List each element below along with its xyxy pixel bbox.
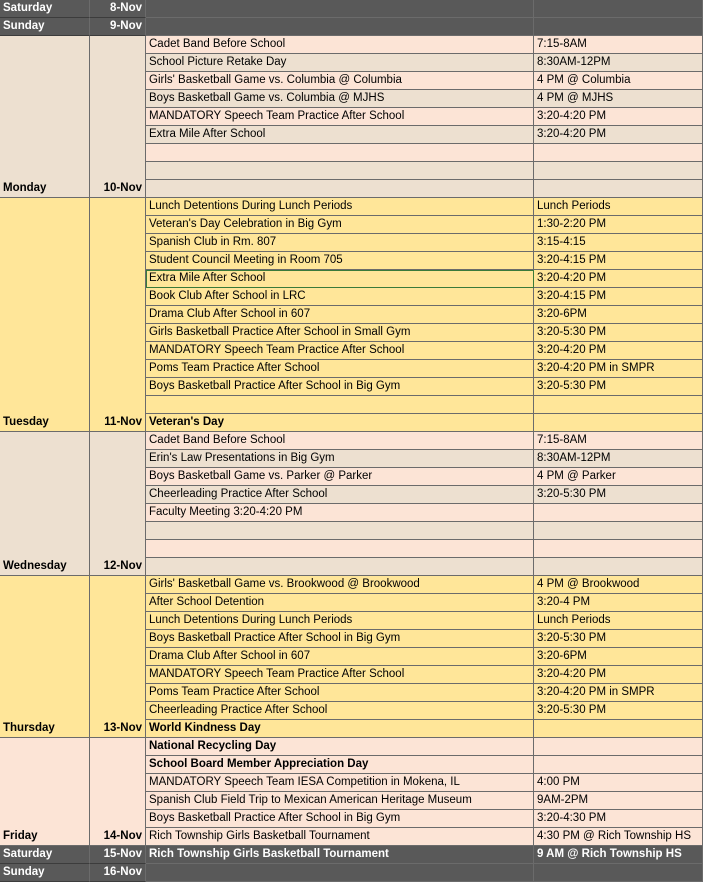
event-row <box>0 630 703 648</box>
time-cell[interactable] <box>534 522 703 540</box>
event-row <box>0 432 703 450</box>
event-row <box>0 756 703 774</box>
time-cell[interactable]: 3:20-5:30 PM <box>534 324 703 342</box>
time-cell[interactable]: 3:20-4:20 PM <box>534 270 703 288</box>
event-cell[interactable]: Poms Team Practice After School <box>146 360 534 378</box>
event-row <box>0 36 703 54</box>
event-cell[interactable]: MANDATORY Speech Team Practice After School <box>146 108 534 126</box>
day-block-tuesday <box>0 198 703 432</box>
event-cell[interactable] <box>146 180 534 198</box>
time-cell[interactable] <box>534 144 703 162</box>
time-cell[interactable] <box>534 180 703 198</box>
event-cell[interactable]: Boys Basketball Practice After School in Big Gym <box>146 810 534 828</box>
date-label: 14-Nov <box>103 830 142 842</box>
event-row <box>0 738 703 756</box>
event-cell[interactable]: Boys Basketball Practice After School in Big Gym <box>146 378 534 396</box>
time-cell[interactable]: 3:20-6PM <box>534 648 703 666</box>
event-cell[interactable]: Girls' Basketball Game vs. Brookwood @ Brookwood <box>146 576 534 594</box>
event-row <box>0 270 703 288</box>
time-cell[interactable] <box>534 738 703 756</box>
event-cell[interactable]: Cheerleading Practice After School <box>146 486 534 504</box>
event-row <box>0 504 703 522</box>
date-cell[interactable]: 9-Nov <box>90 18 146 36</box>
event-cell[interactable]: MANDATORY Speech Team IESA Competition in Mokena, IL <box>146 774 534 792</box>
weekend-row <box>0 864 703 882</box>
time-cell[interactable]: 3:20-4:20 PM <box>534 108 703 126</box>
day-label: Tuesday <box>3 416 49 428</box>
time-cell[interactable] <box>534 864 703 882</box>
event-row <box>0 576 703 594</box>
date-label: 11-Nov <box>104 416 142 428</box>
weekend-row <box>0 846 703 864</box>
day-cell[interactable]: Sunday <box>0 18 90 36</box>
time-cell[interactable]: 3:20-4:20 PM in SMPR <box>534 684 703 702</box>
event-row <box>0 522 703 540</box>
event-cell[interactable]: Poms Team Practice After School <box>146 684 534 702</box>
event-cell[interactable] <box>146 162 534 180</box>
event-row <box>0 324 703 342</box>
event-cell[interactable] <box>146 864 534 882</box>
time-cell[interactable]: 3:20-4:20 PM <box>534 342 703 360</box>
event-cell[interactable]: Boys Basketball Game vs. Parker @ Parker <box>146 468 534 486</box>
event-row <box>0 612 703 630</box>
event-cell[interactable]: School Board Member Appreciation Day <box>146 756 534 774</box>
event-cell[interactable]: Drama Club After School in 607 <box>146 306 534 324</box>
date-cell[interactable]: 8-Nov <box>90 0 146 18</box>
time-cell[interactable]: 3:20-5:30 PM <box>534 378 703 396</box>
event-cell[interactable]: Girls' Basketball Game vs. Columbia @ Columbia <box>146 72 534 90</box>
time-cell[interactable]: 3:20-5:30 PM <box>534 630 703 648</box>
day-cell[interactable]: Saturday <box>0 846 90 864</box>
weekend-row <box>0 0 703 18</box>
time-cell[interactable] <box>534 162 703 180</box>
event-row <box>0 828 703 846</box>
event-row <box>0 558 703 576</box>
event-row <box>0 648 703 666</box>
event-row <box>0 486 703 504</box>
event-row <box>0 396 703 414</box>
event-row <box>0 306 703 324</box>
event-cell[interactable]: Cadet Band Before School <box>146 432 534 450</box>
event-cell[interactable]: After School Detention <box>146 594 534 612</box>
event-row <box>0 234 703 252</box>
time-cell[interactable]: 7:15-8AM <box>534 36 703 54</box>
time-cell[interactable]: 8:30AM-12PM <box>534 54 703 72</box>
event-row <box>0 666 703 684</box>
event-cell[interactable] <box>146 0 534 18</box>
event-row <box>0 54 703 72</box>
time-cell[interactable] <box>534 396 703 414</box>
event-row <box>0 594 703 612</box>
event-cell[interactable]: Boys Basketball Practice After School in Big Gym <box>146 630 534 648</box>
time-cell[interactable]: 3:20-4:15 PM <box>534 252 703 270</box>
event-cell[interactable]: Lunch Detentions During Lunch Periods <box>146 198 534 216</box>
event-cell[interactable]: Veteran's Day <box>146 414 534 432</box>
event-cell[interactable] <box>146 396 534 414</box>
time-cell[interactable] <box>534 504 703 522</box>
date-label: 12-Nov <box>103 560 142 572</box>
event-row <box>0 684 703 702</box>
event-cell[interactable]: Spanish Club Field Trip to Mexican American Heritage Museum <box>146 792 534 810</box>
time-cell[interactable] <box>534 756 703 774</box>
event-row <box>0 720 703 738</box>
day-block-monday <box>0 36 703 198</box>
event-cell[interactable]: Extra Mile After School <box>146 126 534 144</box>
day-label: Wednesday <box>3 560 67 572</box>
event-cell[interactable]: MANDATORY Speech Team Practice After School <box>146 666 534 684</box>
event-cell[interactable]: Extra Mile After School <box>146 270 534 288</box>
day-label: Monday <box>3 182 47 194</box>
event-row <box>0 792 703 810</box>
time-cell[interactable]: 4 PM @ Columbia <box>534 72 703 90</box>
time-cell[interactable] <box>534 558 703 576</box>
time-cell[interactable]: 3:20-4:15 PM <box>534 288 703 306</box>
time-cell[interactable]: 3:20-6PM <box>534 306 703 324</box>
time-cell[interactable]: 4 PM @ MJHS <box>534 90 703 108</box>
date-cell[interactable]: 15-Nov <box>90 846 146 864</box>
event-row <box>0 414 703 432</box>
time-cell[interactable]: 7:15-8AM <box>534 432 703 450</box>
day-label: Friday <box>3 830 38 842</box>
time-cell[interactable]: 3:20-5:30 PM <box>534 702 703 720</box>
event-row <box>0 252 703 270</box>
event-row <box>0 774 703 792</box>
day-block-thursday <box>0 576 703 738</box>
time-cell[interactable]: 9 AM @ Rich Township HS <box>534 846 703 864</box>
time-cell[interactable]: Lunch Periods <box>534 198 703 216</box>
time-cell[interactable]: 9AM-2PM <box>534 792 703 810</box>
event-row <box>0 702 703 720</box>
event-cell[interactable]: Rich Township Girls Basketball Tournament <box>146 828 534 846</box>
event-row <box>0 90 703 108</box>
event-cell[interactable]: Cheerleading Practice After School <box>146 702 534 720</box>
day-block-wednesday <box>0 432 703 576</box>
date-label: 10-Nov <box>103 182 142 194</box>
event-cell[interactable]: Lunch Detentions During Lunch Periods <box>146 612 534 630</box>
day-block-friday <box>0 738 703 846</box>
event-cell[interactable]: Spanish Club in Rm. 807 <box>146 234 534 252</box>
event-cell[interactable]: World Kindness Day <box>146 720 534 738</box>
event-row <box>0 198 703 216</box>
time-cell[interactable] <box>534 0 703 18</box>
event-row <box>0 810 703 828</box>
time-cell[interactable]: 4:00 PM <box>534 774 703 792</box>
time-cell[interactable]: 4 PM @ Brookwood <box>534 576 703 594</box>
event-row <box>0 126 703 144</box>
time-cell[interactable]: Lunch Periods <box>534 612 703 630</box>
event-cell[interactable]: School Picture Retake Day <box>146 54 534 72</box>
event-row <box>0 108 703 126</box>
time-cell[interactable] <box>534 18 703 36</box>
time-cell[interactable] <box>534 414 703 432</box>
event-row <box>0 540 703 558</box>
time-cell[interactable]: 3:20-5:30 PM <box>534 486 703 504</box>
event-cell[interactable]: Cadet Band Before School <box>146 36 534 54</box>
event-cell[interactable]: Girls Basketball Practice After School in Small Gym <box>146 324 534 342</box>
time-cell[interactable] <box>534 540 703 558</box>
event-cell[interactable]: Boys Basketball Game vs. Columbia @ MJHS <box>146 90 534 108</box>
event-cell[interactable]: National Recycling Day <box>146 738 534 756</box>
event-cell[interactable]: Student Council Meeting in Room 705 <box>146 252 534 270</box>
event-cell[interactable]: Book Club After School in LRC <box>146 288 534 306</box>
event-row <box>0 378 703 396</box>
date-cell[interactable]: 16-Nov <box>90 864 146 882</box>
event-row <box>0 468 703 486</box>
time-cell[interactable] <box>534 720 703 738</box>
event-cell[interactable] <box>146 540 534 558</box>
event-cell[interactable]: Drama Club After School in 607 <box>146 648 534 666</box>
day-cell[interactable]: Saturday <box>0 0 90 18</box>
event-cell[interactable]: Veteran's Day Celebration in Big Gym <box>146 216 534 234</box>
time-cell[interactable]: 3:15-4:15 <box>534 234 703 252</box>
time-cell[interactable]: 3:20-4:20 PM in SMPR <box>534 360 703 378</box>
day-label: Thursday <box>3 722 55 734</box>
event-row <box>0 216 703 234</box>
event-cell[interactable] <box>146 558 534 576</box>
event-row <box>0 288 703 306</box>
event-cell[interactable] <box>146 144 534 162</box>
event-cell[interactable]: Rich Township Girls Basketball Tournament <box>146 846 534 864</box>
event-cell[interactable]: MANDATORY Speech Team Practice After School <box>146 342 534 360</box>
event-row <box>0 72 703 90</box>
event-row <box>0 180 703 198</box>
time-cell[interactable]: 4:30 PM @ Rich Township HS <box>534 828 703 846</box>
time-cell[interactable]: 1:30-2:20 PM <box>534 216 703 234</box>
event-cell[interactable]: Faculty Meeting 3:20-4:20 PM <box>146 504 534 522</box>
event-cell[interactable] <box>146 522 534 540</box>
time-cell[interactable]: 3:20-4 PM <box>534 594 703 612</box>
event-row <box>0 360 703 378</box>
event-row <box>0 450 703 468</box>
time-cell[interactable]: 3:20-4:20 PM <box>534 666 703 684</box>
event-row <box>0 342 703 360</box>
time-cell[interactable]: 3:20-4:30 PM <box>534 810 703 828</box>
day-cell[interactable]: Sunday <box>0 864 90 882</box>
time-cell[interactable]: 3:20-4:20 PM <box>534 126 703 144</box>
time-cell[interactable]: 8:30AM-12PM <box>534 450 703 468</box>
event-row <box>0 144 703 162</box>
weekend-row <box>0 18 703 36</box>
date-label: 13-Nov <box>103 722 142 734</box>
event-cell[interactable]: Erin's Law Presentations in Big Gym <box>146 450 534 468</box>
event-row <box>0 162 703 180</box>
time-cell[interactable]: 4 PM @ Parker <box>534 468 703 486</box>
event-cell[interactable] <box>146 18 534 36</box>
